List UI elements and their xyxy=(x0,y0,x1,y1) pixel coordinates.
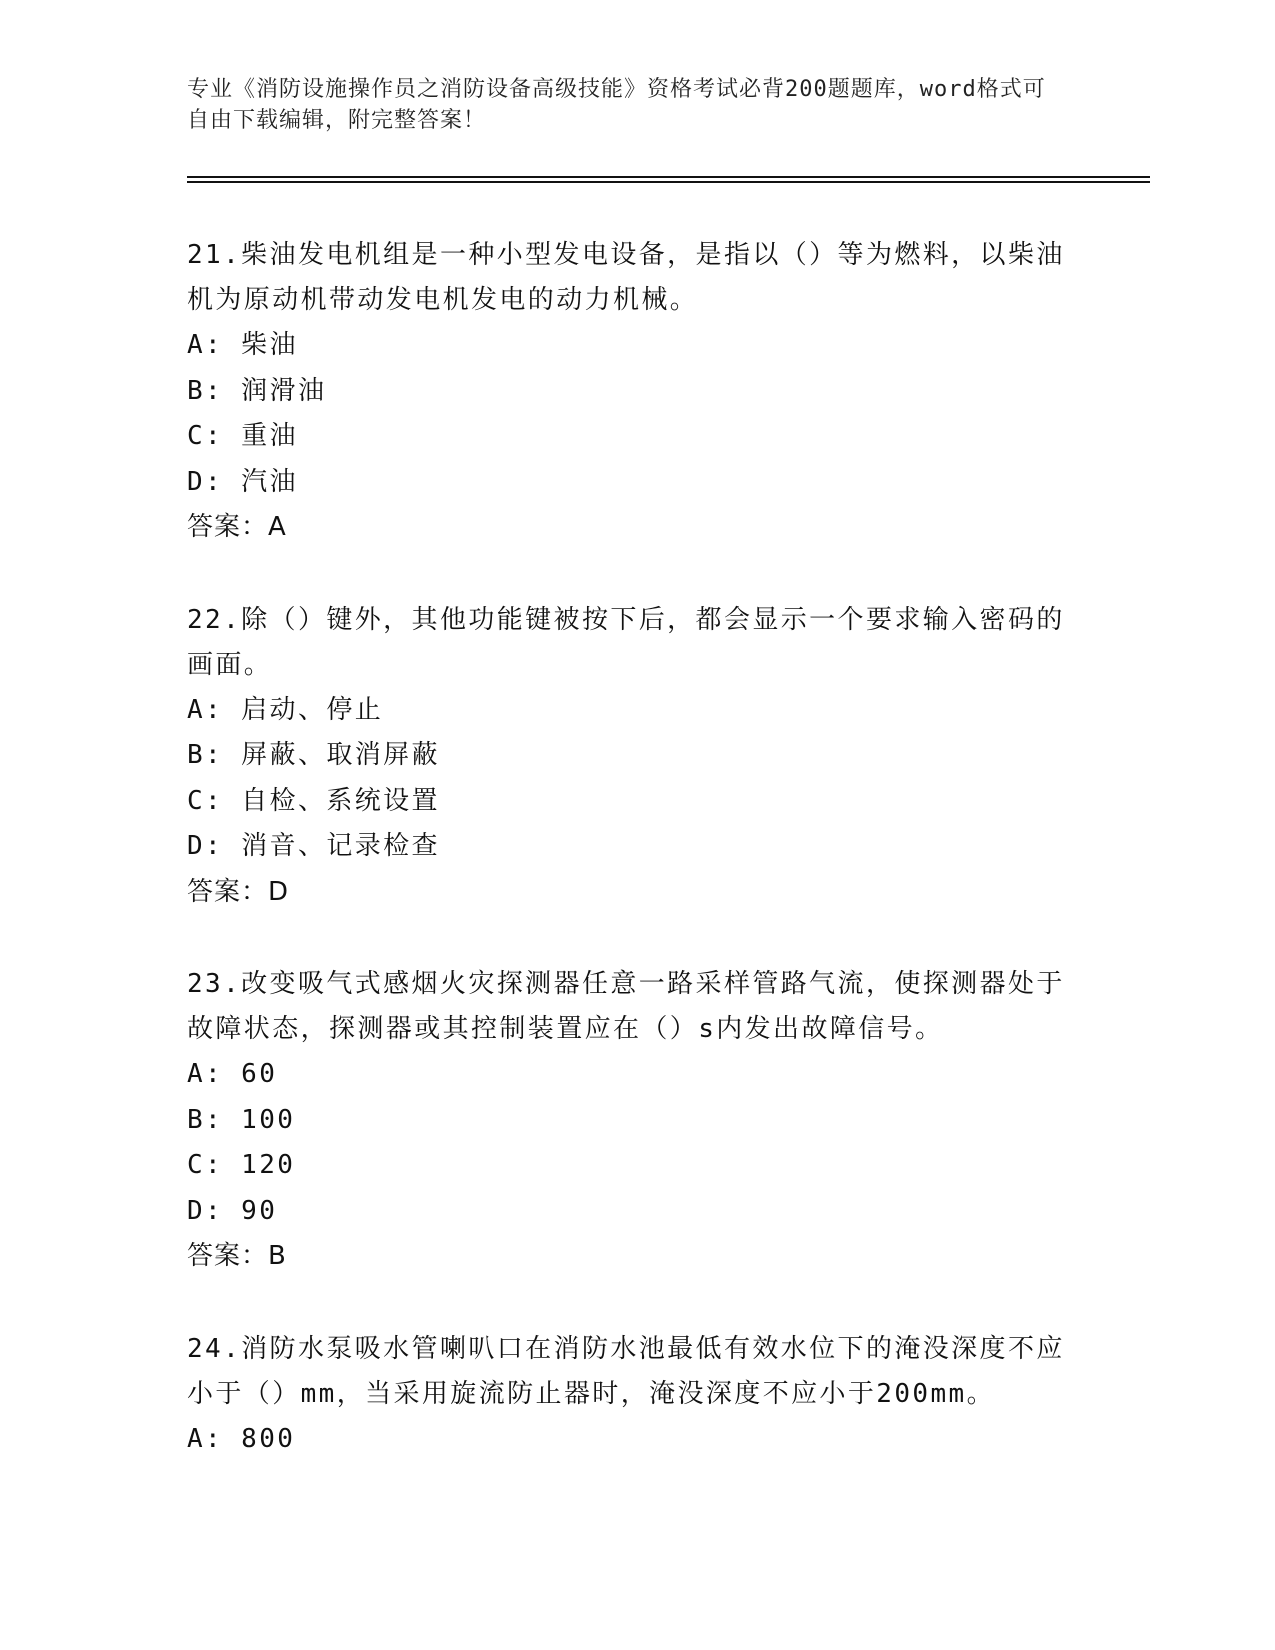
document-header: 专业《消防设施操作员之消防设备高级技能》资格考试必背200题题库，word格式可自由下载编辑，附完整答案！ xyxy=(187,77,1046,133)
option-b: B: 100 xyxy=(187,1104,296,1135)
option-a: A: 800 xyxy=(187,1423,296,1454)
option-b: B: 屏蔽、取消屏蔽 xyxy=(187,740,440,770)
question-stem: 22.除（）键外，其他功能键被按下后，都会显示一个要求输入密码的画面。 xyxy=(187,604,1065,680)
question-list xyxy=(187,233,1067,1509)
option-d: D: 90 xyxy=(187,1195,278,1226)
option-d: D: 汽油 xyxy=(187,466,298,497)
question-23 xyxy=(187,962,1067,1280)
answer-label: 答案：B xyxy=(187,1241,287,1271)
answer-label: 答案：A xyxy=(187,512,287,542)
option-c: C: 重油 xyxy=(187,421,298,451)
question-21 xyxy=(187,233,1067,551)
option-d: D: 消音、记录检查 xyxy=(187,831,440,861)
question-stem: 24.消防水泵吸水管喇叭口在消防水池最低有效水位下的淹没深度不应小于（）mm，当采用旋流防止器时，淹没深度不应小于200mm。 xyxy=(187,1333,1065,1409)
option-b: B: 润滑油 xyxy=(187,375,327,406)
option-a: A: 启动、停止 xyxy=(187,694,384,725)
header-divider-top xyxy=(187,176,1150,178)
question-stem: 21.柴油发电机组是一种小型发电设备，是指以（）等为燃料，以柴油机为原动机带动发电机发电的动力机械。 xyxy=(187,240,1065,315)
option-c: C: 120 xyxy=(187,1150,296,1180)
option-a: A: 60 xyxy=(187,1059,278,1089)
question-24 xyxy=(187,1327,1067,1463)
question-stem: 23.改变吸气式感烟火灾探测器任意一路采样管路气流，使探测器处于故障状态，探测器或其控制装置应在（）s内发出故障信号。 xyxy=(187,969,1065,1044)
option-c: C: 自检、系统设置 xyxy=(187,785,440,816)
header-divider-bottom xyxy=(187,181,1150,183)
question-22 xyxy=(187,598,1067,916)
answer-label: 答案：D xyxy=(187,876,290,907)
option-a: A: 柴油 xyxy=(187,330,298,360)
